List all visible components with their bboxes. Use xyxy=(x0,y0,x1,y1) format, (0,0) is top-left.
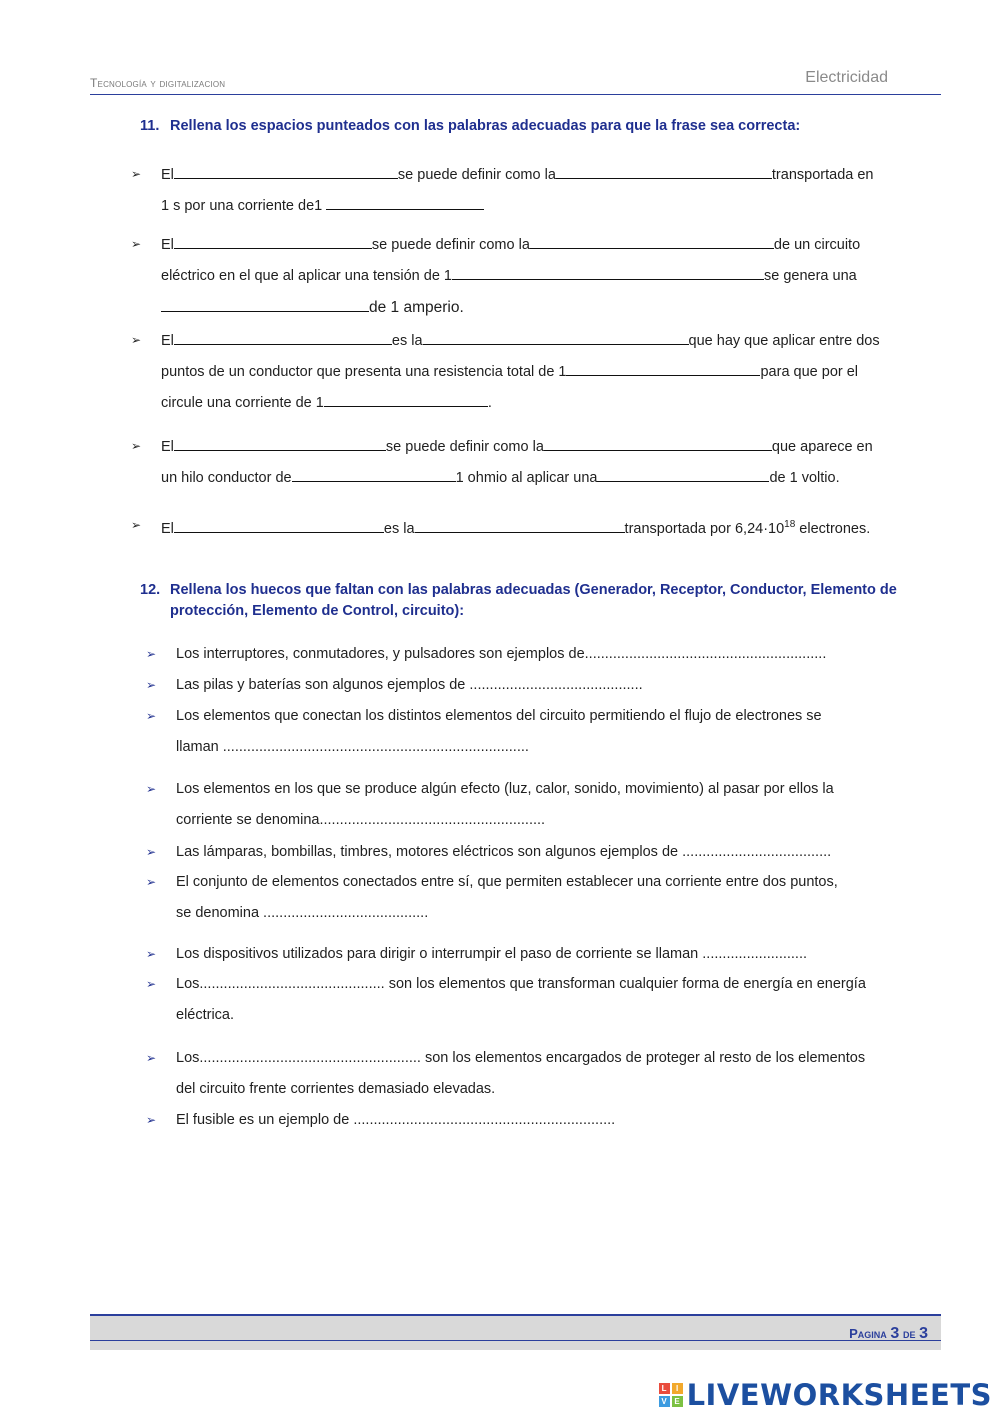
q12-item-2: Las pilas y baterías son algunos ejemplos de ........................................... xyxy=(176,677,643,693)
bullet-arrow-icon: ➢ xyxy=(131,333,142,347)
q11-item-3-line-3: circule una corriente de 1 . xyxy=(161,392,492,413)
q11-item-2-line-2: eléctrico en el que al aplicar una tensión de 1 se genera una xyxy=(161,265,857,286)
q12-item-6-line-2: se denomina ......................................... xyxy=(176,905,429,921)
blank-field[interactable] xyxy=(324,392,488,407)
bullet-arrow-icon: ➢ xyxy=(146,875,157,889)
blank-field[interactable] xyxy=(174,234,372,249)
q12-item-9-line-2: del circuito frente corrientes demasiado elevadas. xyxy=(176,1081,496,1097)
bullet-arrow-icon: ➢ xyxy=(146,647,157,661)
q11-heading xyxy=(140,116,800,136)
q11-number: 11. xyxy=(140,118,160,134)
q12-item-7: Los dispositivos utilizados para dirigir o interrumpir el paso de corriente se llaman .......................... xyxy=(176,946,808,962)
liveworksheets-logo-icon: L I V E xyxy=(659,1383,683,1407)
bullet-arrow-icon: ➢ xyxy=(131,167,142,181)
blank-field[interactable] xyxy=(556,164,772,179)
blank-field[interactable] xyxy=(452,265,764,280)
q12-title-line-2: protección, Elemento de Control, circuito): xyxy=(170,603,465,619)
q12-item-4-line-2: corriente se denomina........................................................ xyxy=(176,812,546,828)
liveworksheets-logo xyxy=(659,1378,992,1412)
bullet-arrow-icon: ➢ xyxy=(131,439,142,453)
q12-item-6-line-1: El conjunto de elementos conectados entre sí, que permiten establecer una corriente entre dos puntos, xyxy=(176,874,838,890)
blank-field[interactable] xyxy=(174,330,392,345)
q12-heading xyxy=(140,580,897,600)
bullet-arrow-icon: ➢ xyxy=(146,845,157,859)
header-subject: Tecnología y digitalizacion xyxy=(90,76,226,90)
bullet-arrow-icon: ➢ xyxy=(146,678,157,692)
header-rule xyxy=(90,94,941,95)
q12-item-9-line-1: Los....................................................... son los elementos encargados de proteger al resto de los elementos xyxy=(176,1050,866,1066)
bullet-arrow-icon: ➢ xyxy=(146,782,157,796)
q12-number: 12. xyxy=(140,582,161,598)
bullet-arrow-icon: ➢ xyxy=(146,1113,157,1127)
q11-item-4-line-1: El se puede definir como la que aparece en xyxy=(161,436,873,457)
bullet-arrow-icon: ➢ xyxy=(146,709,157,723)
blank-field[interactable] xyxy=(326,195,484,210)
blank-field[interactable] xyxy=(566,361,760,376)
blank-field[interactable] xyxy=(423,330,689,345)
blank-field[interactable] xyxy=(597,467,769,482)
q11-item-2-line-3: de 1 amperio. xyxy=(161,297,464,318)
blank-field[interactable] xyxy=(174,436,386,451)
q11-title: Rellena los espacios punteados con las palabras adecuadas para que la frase sea correcta: xyxy=(170,118,801,134)
blank-field[interactable] xyxy=(174,164,398,179)
bullet-arrow-icon: ➢ xyxy=(131,518,142,532)
q12-item-1: Los interruptores, conmutadores, y pulsadores son ejemplos de............................................................ xyxy=(176,646,827,662)
q12-item-10: El fusible es un ejemplo de ................................................................. xyxy=(176,1112,616,1128)
bullet-arrow-icon: ➢ xyxy=(146,977,157,991)
blank-field[interactable] xyxy=(544,436,772,451)
blank-field[interactable] xyxy=(415,518,625,533)
q12-item-8-line-2: eléctrica. xyxy=(176,1007,235,1023)
blank-field[interactable] xyxy=(530,234,774,249)
q11-item-2-line-1: El se puede definir como la de un circuito xyxy=(161,234,860,255)
blank-field[interactable] xyxy=(161,297,369,312)
blank-field[interactable] xyxy=(174,518,384,533)
q11-item-1-line-2: 1 s por una corriente de1 xyxy=(161,195,484,216)
q12-item-4-line-1: Los elementos en los que se produce algún efecto (luz, calor, sonido, movimiento) al pasar por ellos la xyxy=(176,781,834,797)
bullet-arrow-icon: ➢ xyxy=(146,947,157,961)
bullet-arrow-icon: ➢ xyxy=(146,1051,157,1065)
q12-item-3-line-2: llaman ............................................................................ xyxy=(176,739,529,755)
q11-item-5-line-1: El es la transportada por $6,24\cdot 10^{18}$ electrones. xyxy=(161,519,871,537)
q11-item-1-line-1: El se puede definir como la transportada en xyxy=(161,164,873,185)
liveworksheets-wordmark: LIVEWORKSHEETS xyxy=(686,1378,992,1412)
q12-item-3-line-1: Los elementos que conectan los distintos elementos del circuito permitiendo el flujo de electrones se xyxy=(176,708,822,724)
header-topic: Electricidad xyxy=(805,69,888,86)
bullet-arrow-icon: ➢ xyxy=(131,237,142,251)
q12-item-5: Las lámparas, bombillas, timbres, motores eléctricos son algunos ejemplos de ..................................... xyxy=(176,844,832,860)
q11-item-4-line-2: un hilo conductor de 1 ohmio al aplicar una de 1 voltio. xyxy=(161,467,840,488)
q11-item-3-line-1: El es la que hay que aplicar entre dos xyxy=(161,330,880,351)
q12-title-line-1: Rellena los huecos que faltan con las palabras adecuadas (Generador, Receptor, Conductor, Elemento de xyxy=(170,582,897,598)
page-number: Pagina 3 de 3 xyxy=(849,1325,928,1342)
blank-field[interactable] xyxy=(292,467,456,482)
footer-rule xyxy=(90,1340,941,1341)
footer-band xyxy=(90,1316,941,1350)
q12-item-8-line-1: Los.............................................. son los elementos que transforman cualquier forma de energía en energía xyxy=(176,976,866,992)
q11-item-3-line-2: puntos de un conductor que presenta una resistencia total de 1 para que por el xyxy=(161,361,858,382)
